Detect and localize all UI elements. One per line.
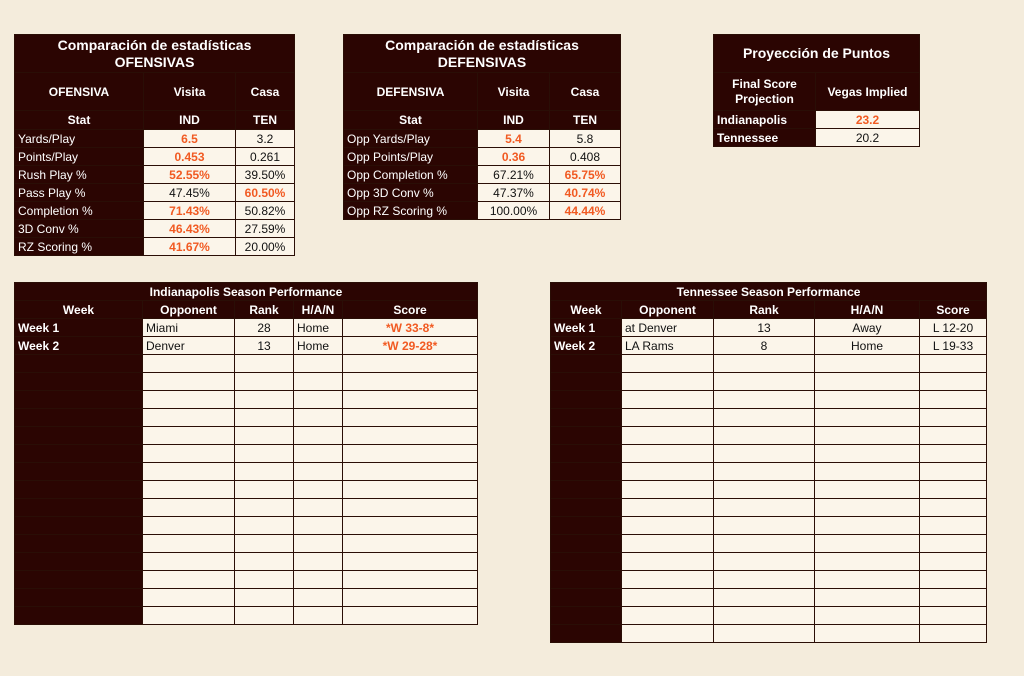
indy-week-cell [15, 373, 143, 391]
defense-visita-value: 100.00% [478, 202, 550, 220]
tennessee-season-title: Tennessee Season Performance [551, 283, 987, 301]
tenn-empty-cell [920, 481, 987, 499]
offense-stat-label: RZ Scoring % [15, 238, 144, 256]
defense-stat-row [344, 130, 621, 148]
indy-empty-cell [294, 391, 343, 409]
indy-rank-cell: 13 [235, 337, 294, 355]
tenn-empty-row [551, 445, 987, 463]
indy-empty-cell [343, 517, 478, 535]
indy-empty-row [15, 571, 478, 589]
indy-week-cell [15, 409, 143, 427]
defense-visita-value: 67.21% [478, 166, 550, 184]
indy-empty-cell [343, 409, 478, 427]
tenn-empty-cell [714, 481, 815, 499]
tenn-rank-cell: 13 [714, 319, 815, 337]
indy-empty-cell [235, 373, 294, 391]
offense-stat-row [15, 130, 295, 148]
tenn-empty-cell [920, 355, 987, 373]
indy-empty-row [15, 481, 478, 499]
tenn-empty-cell [815, 589, 920, 607]
indy-empty-cell [235, 571, 294, 589]
indy-opponent-header: Opponent [143, 301, 235, 319]
indy-empty-row [15, 445, 478, 463]
tenn-empty-cell [714, 427, 815, 445]
indy-empty-row [15, 607, 478, 625]
offense-stat-label: Completion % [15, 202, 144, 220]
indy-empty-cell [143, 355, 235, 373]
indy-empty-cell [143, 517, 235, 535]
tenn-week-cell [551, 481, 622, 499]
indy-empty-cell [294, 499, 343, 517]
tenn-empty-cell [622, 517, 714, 535]
indy-empty-cell [143, 427, 235, 445]
indy-empty-row [15, 463, 478, 481]
offense-col-label: OFENSIVA [15, 73, 144, 111]
indy-week-cell [15, 535, 143, 553]
tenn-empty-cell [920, 427, 987, 445]
indy-empty-row [15, 535, 478, 553]
indy-empty-cell [235, 499, 294, 517]
indy-empty-cell [143, 553, 235, 571]
tenn-empty-cell [815, 355, 920, 373]
indy-empty-cell [235, 589, 294, 607]
tenn-score-cell: L 12-20 [920, 319, 987, 337]
indy-score-cell: *W 33-8* [343, 319, 478, 337]
tenn-empty-cell [714, 553, 815, 571]
tenn-empty-cell [622, 463, 714, 481]
tenn-empty-cell [714, 607, 815, 625]
tenn-han-cell: Home [815, 337, 920, 355]
indy-empty-cell [343, 445, 478, 463]
tenn-week-cell [551, 445, 622, 463]
tenn-empty-cell [815, 625, 920, 643]
indy-empty-cell [343, 499, 478, 517]
tenn-empty-cell [714, 625, 815, 643]
indy-empty-cell [143, 391, 235, 409]
defense-visita-header: Visita [478, 73, 550, 111]
tenn-empty-cell [815, 373, 920, 391]
defense-team-b: TEN [550, 111, 621, 130]
offense-casa-value: 20.00% [236, 238, 295, 256]
defense-team-a: IND [478, 111, 550, 130]
tenn-empty-cell [622, 427, 714, 445]
offense-stat-label: Yards/Play [15, 130, 144, 148]
tenn-empty-cell [815, 409, 920, 427]
tenn-empty-cell [714, 355, 815, 373]
offense-stat-header: Stat [15, 111, 144, 130]
indy-week-cell [15, 499, 143, 517]
defense-casa-value: 44.44% [550, 202, 621, 220]
tenn-score-cell: L 19-33 [920, 337, 987, 355]
offense-visita-value: 0.453 [144, 148, 236, 166]
offense-casa-value: 27.59% [236, 220, 295, 238]
tenn-empty-row [551, 409, 987, 427]
indy-empty-cell [143, 409, 235, 427]
defense-visita-value: 0.36 [478, 148, 550, 166]
indy-week-cell [15, 427, 143, 445]
tenn-opponent-cell: at Denver [622, 319, 714, 337]
indy-score-header: Score [343, 301, 478, 319]
indy-empty-cell [294, 535, 343, 553]
defense-stat-label: Opp 3D Conv % [344, 184, 478, 202]
tenn-empty-row [551, 427, 987, 445]
indy-empty-cell [294, 373, 343, 391]
indy-empty-cell [343, 463, 478, 481]
offense-stat-row [15, 148, 295, 166]
offense-title: Comparación de estadísticas OFENSIVAS [15, 35, 295, 73]
indy-empty-row [15, 355, 478, 373]
tenn-empty-cell [622, 355, 714, 373]
tenn-empty-cell [622, 391, 714, 409]
tenn-week-cell [551, 589, 622, 607]
offense-casa-value: 39.50% [236, 166, 295, 184]
tenn-empty-cell [920, 535, 987, 553]
defense-casa-value: 0.408 [550, 148, 621, 166]
indy-empty-row [15, 499, 478, 517]
offense-casa-value: 60.50% [236, 184, 295, 202]
offense-stat-row [15, 166, 295, 184]
tenn-empty-row [551, 571, 987, 589]
tenn-empty-row [551, 625, 987, 643]
indy-score-cell: *W 29-28* [343, 337, 478, 355]
indy-empty-row [15, 517, 478, 535]
indy-empty-cell [343, 391, 478, 409]
indy-week-cell: Week 2 [15, 337, 143, 355]
defense-stat-label: Opp Completion % [344, 166, 478, 184]
tenn-empty-row [551, 373, 987, 391]
indy-empty-cell [235, 517, 294, 535]
tenn-empty-row [551, 481, 987, 499]
indy-week-cell: Week 1 [15, 319, 143, 337]
tenn-empty-row [551, 589, 987, 607]
tenn-empty-cell [714, 499, 815, 517]
tenn-empty-cell [920, 625, 987, 643]
defense-stat-label: Opp Yards/Play [344, 130, 478, 148]
defense-stat-label: Opp RZ Scoring % [344, 202, 478, 220]
projection-team-label: Indianapolis [714, 111, 816, 129]
indy-empty-cell [343, 535, 478, 553]
points-projection-table [713, 34, 920, 147]
indy-empty-cell [235, 409, 294, 427]
tennessee-season-table [550, 282, 987, 643]
indy-han-cell: Home [294, 319, 343, 337]
tenn-empty-row [551, 517, 987, 535]
offense-stat-row [15, 238, 295, 256]
offense-stat-row [15, 184, 295, 202]
offense-stat-label: Pass Play % [15, 184, 144, 202]
indy-rank-header: Rank [235, 301, 294, 319]
indy-empty-cell [235, 553, 294, 571]
indy-opponent-cell: Denver [143, 337, 235, 355]
indy-empty-cell [235, 445, 294, 463]
indy-empty-cell [294, 481, 343, 499]
projection-title: Proyección de Puntos [714, 35, 920, 73]
indy-empty-cell [343, 589, 478, 607]
indy-week-cell [15, 481, 143, 499]
indy-empty-cell [294, 409, 343, 427]
indy-empty-cell [143, 589, 235, 607]
indy-empty-cell [343, 553, 478, 571]
tenn-week-cell [551, 517, 622, 535]
indy-week-cell [15, 589, 143, 607]
indy-empty-cell [235, 391, 294, 409]
indy-empty-cell [294, 607, 343, 625]
offense-comparison-table [14, 34, 295, 256]
tenn-rank-cell: 8 [714, 337, 815, 355]
defense-title: Comparación de estadísticas DEFENSIVAS [344, 35, 621, 73]
indy-week-header: Week [15, 301, 143, 319]
tenn-empty-cell [815, 535, 920, 553]
tenn-empty-cell [622, 373, 714, 391]
indy-empty-cell [143, 571, 235, 589]
final-score-projection-header: Final Score Projection [714, 73, 816, 111]
indy-empty-cell [294, 463, 343, 481]
tenn-week-cell: Week 1 [551, 319, 622, 337]
tenn-empty-cell [622, 589, 714, 607]
indy-empty-cell [143, 445, 235, 463]
offense-visita-value: 41.67% [144, 238, 236, 256]
tenn-empty-cell [920, 517, 987, 535]
indy-week-cell [15, 607, 143, 625]
offense-visita-header: Visita [144, 73, 236, 111]
indy-game-row [15, 319, 478, 337]
offense-visita-value: 46.43% [144, 220, 236, 238]
offense-stat-label: 3D Conv % [15, 220, 144, 238]
defense-comparison-table [343, 34, 621, 220]
tenn-week-cell [551, 373, 622, 391]
indy-empty-row [15, 589, 478, 607]
indy-empty-cell [143, 535, 235, 553]
indy-empty-cell [343, 427, 478, 445]
indy-empty-cell [294, 589, 343, 607]
tenn-empty-cell [920, 607, 987, 625]
defense-visita-value: 47.37% [478, 184, 550, 202]
indy-empty-cell [143, 463, 235, 481]
tenn-han-cell: Away [815, 319, 920, 337]
tenn-han-header: H/A/N [815, 301, 920, 319]
indy-han-cell: Home [294, 337, 343, 355]
tenn-empty-cell [815, 391, 920, 409]
tenn-week-cell [551, 499, 622, 517]
defense-stat-row [344, 166, 621, 184]
indy-empty-cell [235, 463, 294, 481]
offense-visita-value: 6.5 [144, 130, 236, 148]
tenn-week-cell: Week 2 [551, 337, 622, 355]
indy-empty-cell [143, 373, 235, 391]
tenn-empty-cell [714, 589, 815, 607]
tenn-week-cell [551, 463, 622, 481]
indy-empty-row [15, 391, 478, 409]
indy-empty-cell [343, 607, 478, 625]
tenn-empty-row [551, 607, 987, 625]
indy-empty-cell [343, 571, 478, 589]
offense-team-a: IND [144, 111, 236, 130]
defense-casa-value: 40.74% [550, 184, 621, 202]
indy-week-cell [15, 391, 143, 409]
tenn-empty-cell [622, 535, 714, 553]
indy-empty-cell [343, 481, 478, 499]
tenn-empty-cell [920, 571, 987, 589]
tenn-empty-cell [815, 499, 920, 517]
tenn-empty-cell [920, 553, 987, 571]
projection-value: 23.2 [816, 111, 920, 129]
tenn-empty-cell [815, 445, 920, 463]
defense-stat-row [344, 148, 621, 166]
defense-stat-header: Stat [344, 111, 478, 130]
indy-week-cell [15, 445, 143, 463]
offense-stat-row [15, 202, 295, 220]
indy-empty-cell [143, 481, 235, 499]
tenn-week-cell [551, 553, 622, 571]
tenn-empty-cell [622, 607, 714, 625]
projection-team-label: Tennessee [714, 129, 816, 147]
tenn-empty-cell [714, 463, 815, 481]
offense-team-b: TEN [236, 111, 295, 130]
tenn-empty-cell [622, 571, 714, 589]
offense-stat-label: Points/Play [15, 148, 144, 166]
indy-empty-cell [343, 373, 478, 391]
tenn-week-cell [551, 535, 622, 553]
tenn-week-cell [551, 625, 622, 643]
tenn-empty-cell [920, 373, 987, 391]
indy-empty-cell [294, 517, 343, 535]
indy-empty-cell [294, 427, 343, 445]
indianapolis-season-table [14, 282, 478, 625]
tenn-empty-cell [714, 409, 815, 427]
tenn-week-cell [551, 355, 622, 373]
indy-week-cell [15, 571, 143, 589]
indy-empty-cell [294, 553, 343, 571]
indy-empty-cell [235, 427, 294, 445]
defense-casa-value: 65.75% [550, 166, 621, 184]
projection-value: 20.2 [816, 129, 920, 147]
defense-visita-value: 5.4 [478, 130, 550, 148]
indy-empty-row [15, 373, 478, 391]
tenn-empty-cell [815, 571, 920, 589]
tenn-empty-row [551, 499, 987, 517]
indianapolis-season-title: Indianapolis Season Performance [15, 283, 478, 301]
tenn-empty-cell [622, 553, 714, 571]
offense-casa-value: 3.2 [236, 130, 295, 148]
tenn-empty-cell [920, 409, 987, 427]
tenn-game-row [551, 319, 987, 337]
tenn-empty-cell [622, 409, 714, 427]
indy-empty-cell [143, 607, 235, 625]
indy-empty-cell [143, 499, 235, 517]
tenn-empty-cell [714, 535, 815, 553]
tenn-empty-cell [815, 553, 920, 571]
indy-empty-cell [235, 481, 294, 499]
tenn-empty-cell [714, 445, 815, 463]
indy-empty-row [15, 553, 478, 571]
tenn-week-header: Week [551, 301, 622, 319]
indy-empty-cell [294, 571, 343, 589]
offense-visita-value: 52.55% [144, 166, 236, 184]
indy-empty-cell [235, 607, 294, 625]
tenn-empty-row [551, 553, 987, 571]
indy-game-row [15, 337, 478, 355]
tenn-empty-cell [622, 445, 714, 463]
tenn-empty-cell [815, 463, 920, 481]
tenn-empty-cell [815, 427, 920, 445]
tenn-empty-cell [920, 463, 987, 481]
projection-row [714, 111, 920, 129]
defense-stat-row [344, 184, 621, 202]
tenn-empty-cell [622, 499, 714, 517]
tenn-rank-header: Rank [714, 301, 815, 319]
tenn-week-cell [551, 391, 622, 409]
tenn-empty-cell [815, 517, 920, 535]
tenn-empty-cell [714, 571, 815, 589]
tenn-opponent-cell: LA Rams [622, 337, 714, 355]
indy-empty-cell [294, 445, 343, 463]
offense-casa-value: 50.82% [236, 202, 295, 220]
tenn-game-row [551, 337, 987, 355]
offense-casa-value: 0.261 [236, 148, 295, 166]
indy-empty-cell [294, 355, 343, 373]
offense-stat-label: Rush Play % [15, 166, 144, 184]
offense-casa-header: Casa [236, 73, 295, 111]
indy-han-header: H/A/N [294, 301, 343, 319]
tenn-empty-row [551, 463, 987, 481]
tenn-opponent-header: Opponent [622, 301, 714, 319]
tenn-empty-cell [920, 499, 987, 517]
tenn-empty-cell [714, 391, 815, 409]
indy-week-cell [15, 463, 143, 481]
defense-col-label: DEFENSIVA [344, 73, 478, 111]
indy-week-cell [15, 517, 143, 535]
indy-empty-cell [235, 355, 294, 373]
tenn-empty-cell [714, 517, 815, 535]
indy-empty-cell [235, 535, 294, 553]
tenn-week-cell [551, 409, 622, 427]
projection-row [714, 129, 920, 147]
tenn-empty-row [551, 391, 987, 409]
tenn-empty-cell [815, 481, 920, 499]
offense-visita-value: 71.43% [144, 202, 236, 220]
offense-stat-row [15, 220, 295, 238]
indy-rank-cell: 28 [235, 319, 294, 337]
indy-opponent-cell: Miami [143, 319, 235, 337]
tenn-empty-cell [622, 625, 714, 643]
indy-empty-cell [343, 355, 478, 373]
tenn-score-header: Score [920, 301, 987, 319]
tenn-week-cell [551, 571, 622, 589]
defense-stat-label: Opp Points/Play [344, 148, 478, 166]
vegas-implied-header: Vegas Implied [816, 73, 920, 111]
indy-week-cell [15, 553, 143, 571]
tenn-empty-cell [622, 481, 714, 499]
tenn-empty-row [551, 355, 987, 373]
tenn-empty-row [551, 535, 987, 553]
indy-empty-row [15, 427, 478, 445]
tenn-week-cell [551, 607, 622, 625]
indy-empty-row [15, 409, 478, 427]
offense-visita-value: 47.45% [144, 184, 236, 202]
defense-stat-row [344, 202, 621, 220]
defense-casa-value: 5.8 [550, 130, 621, 148]
tenn-week-cell [551, 427, 622, 445]
indy-week-cell [15, 355, 143, 373]
tenn-empty-cell [920, 391, 987, 409]
tenn-empty-cell [920, 589, 987, 607]
tenn-empty-cell [815, 607, 920, 625]
tenn-empty-cell [714, 373, 815, 391]
defense-casa-header: Casa [550, 73, 621, 111]
tenn-empty-cell [920, 445, 987, 463]
